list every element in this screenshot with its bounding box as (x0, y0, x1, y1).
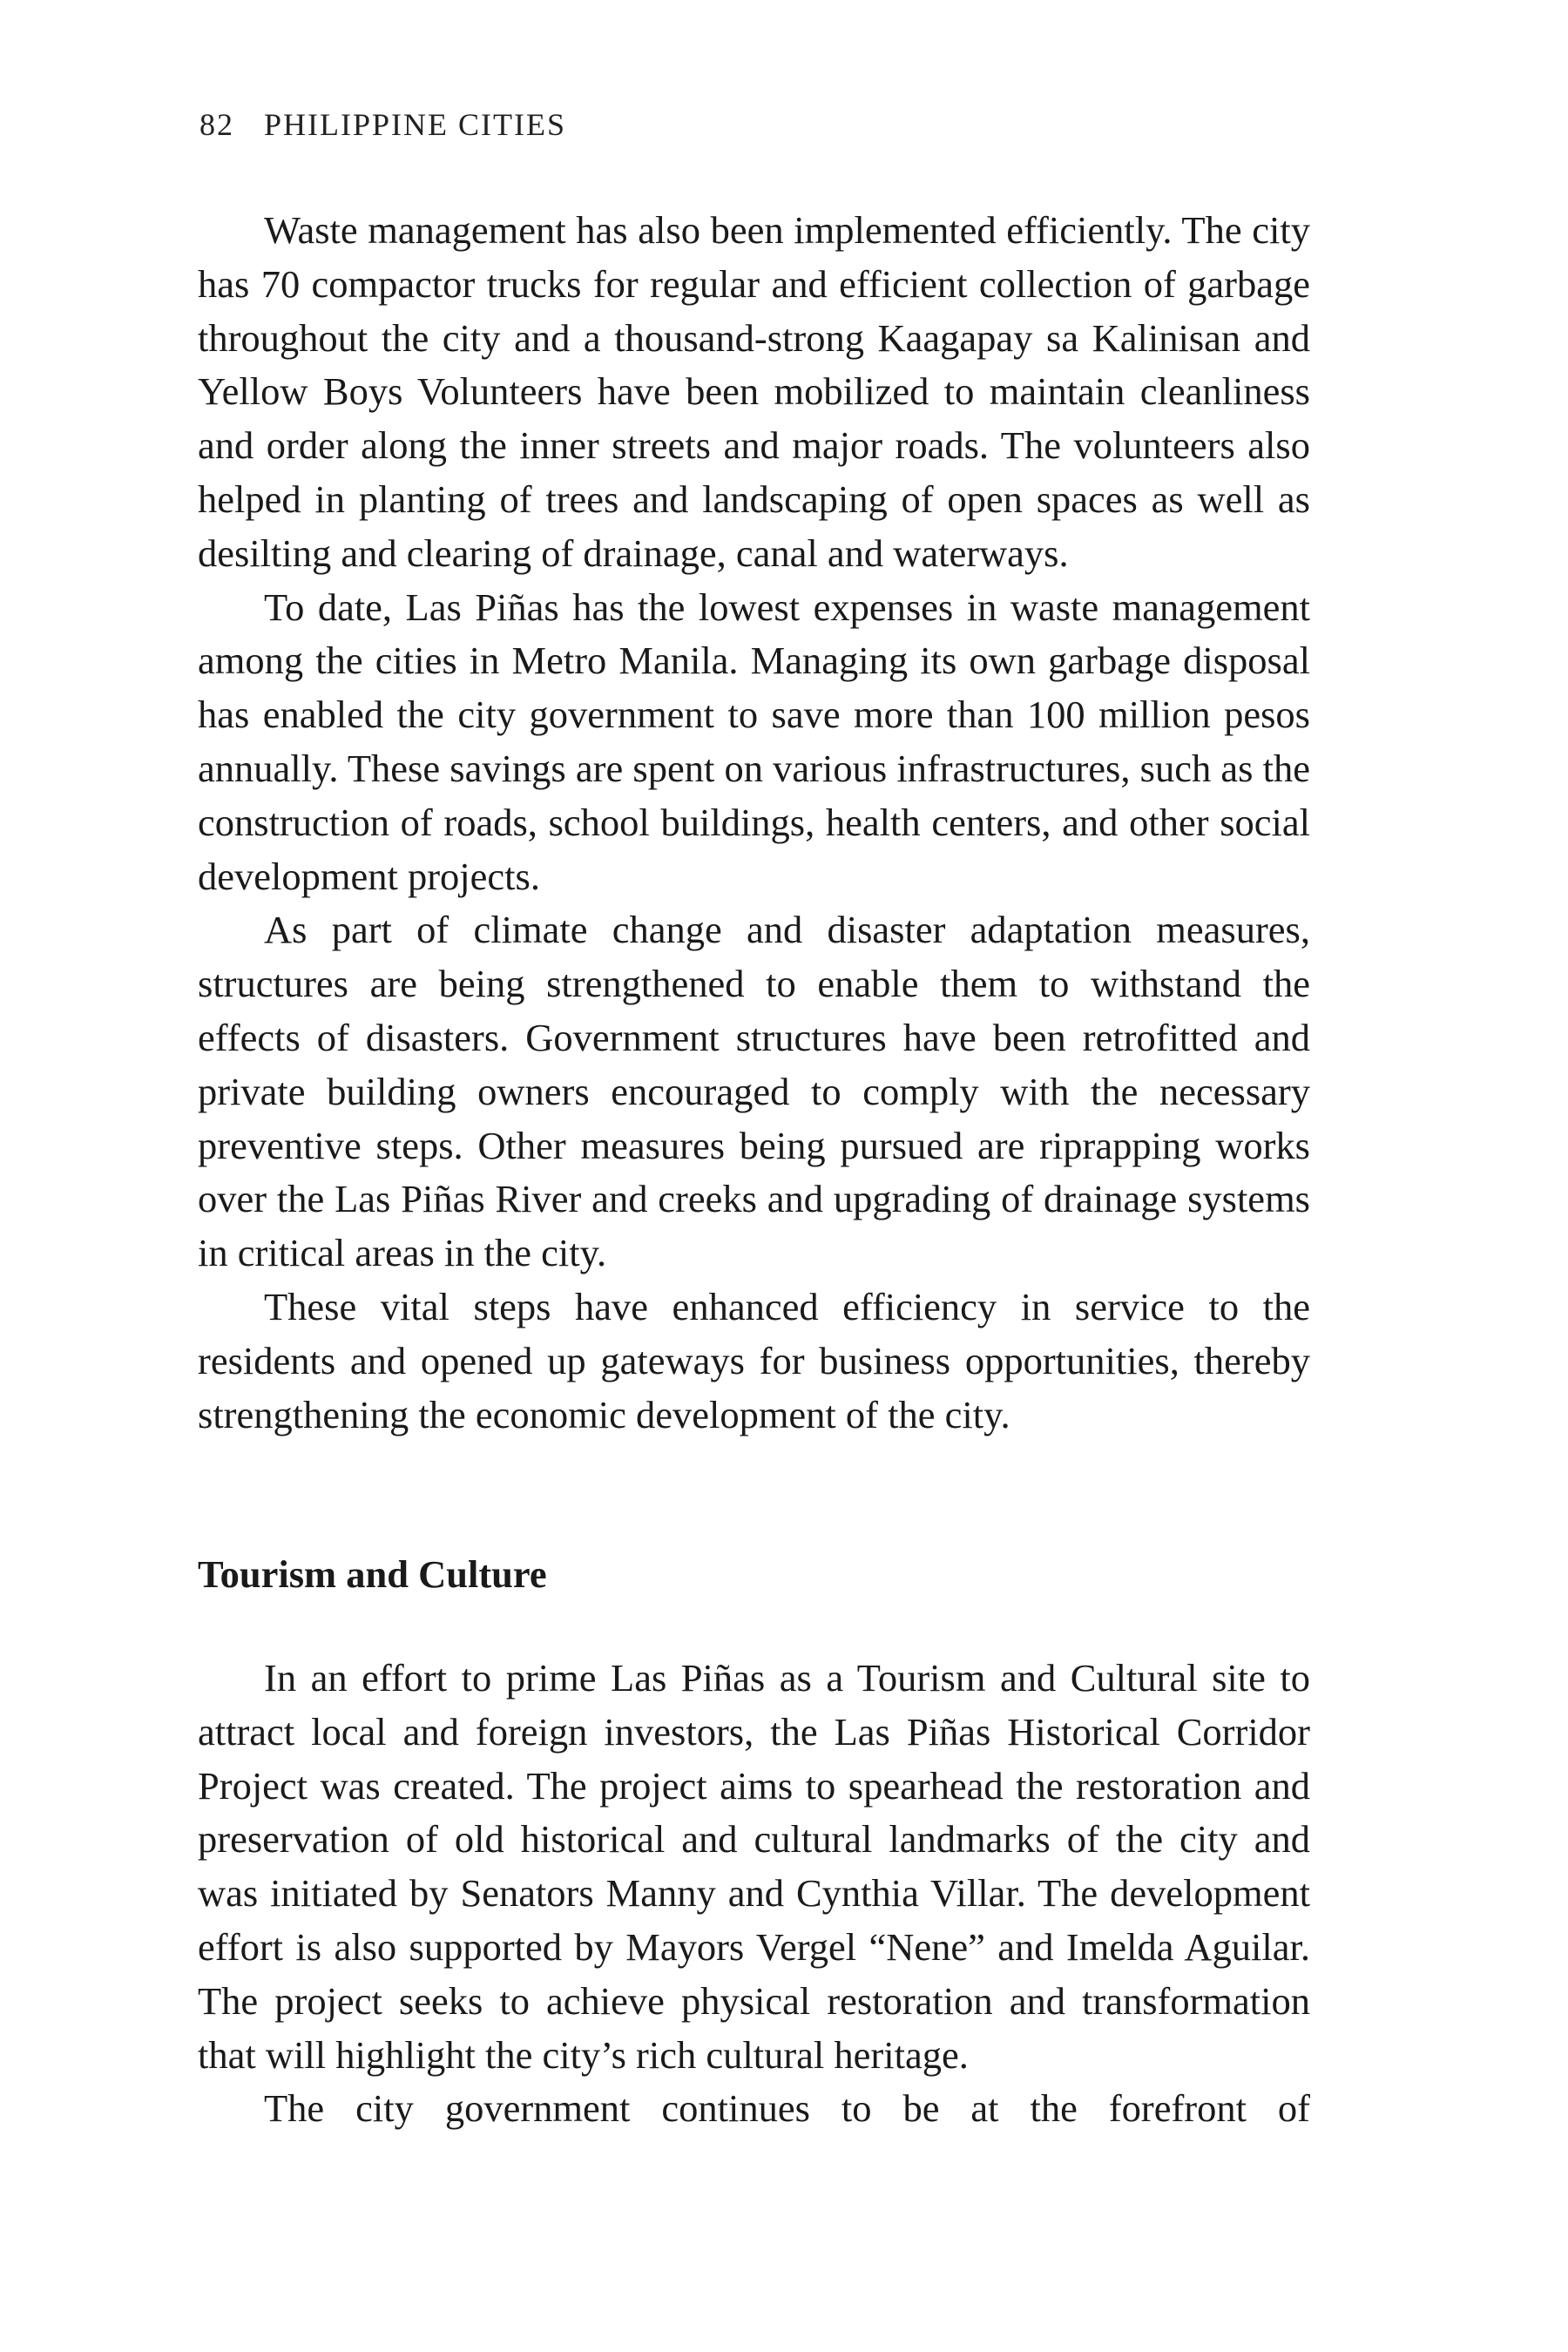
paragraph-city-government: The city government continues to be at the forefront of (264, 2086, 1310, 2131)
running-title: PHILIPPINE CITIES (264, 107, 566, 142)
paragraph-waste-expenses: To date, Las Piñas has the lowest expenses in waste management among the cities in Metro Manila. Managing its own garbage disposal has enabled the city government to save more than 100 million pesos annually. These savings are spent on various infrastructures, such as the construction of roads, school buildings, health centers, and other social development projects. (198, 585, 1310, 898)
paragraph-historical-corridor: In an effort to prime Las Piñas as a Tourism and Cultural site to attract local and foreign investors, the Las Piñas Historical Corridor Project was created. The project aims to spearhead the restoration and preservation of old historical and cultural landmarks of the city and was initiated by Senators Manny and Cynthia Villar. The development effort is also supported by Mayors Vergel “Nene” and Imelda Aguilar. The project seeks to achieve physical restoration and transformation that will highlight the city’s rich cultural heritage. (198, 1656, 1310, 2077)
section-body-text (198, 1652, 1310, 2136)
body-text-block (198, 204, 1310, 1442)
paragraph-climate-adaptation: As part of climate change and disaster adaptation measures, structures are being strengthened to enable them to withstand the effects of disasters. Government structures have been retrofitted and private building owners encouraged to comply with the necessary preventive steps. Other measures being pursued are riprapping works over the Las Piñas River and creeks and upgrading of drainage systems in critical areas in the city. (198, 908, 1310, 1275)
running-header (199, 106, 566, 143)
page-number: 82 (199, 107, 234, 142)
section-heading: Tourism and Culture (198, 1552, 547, 1596)
paragraph-vital-steps: These vital steps have enhanced efficiency in service to the residents and opened up gateways for business opportunities, thereby strengthening the economic development of the city. (198, 1284, 1310, 1436)
paragraph-waste-management: Waste management has also been implemented efficiently. The city has 70 compactor trucks for regular and efficient collection of garbage throughout the city and a thousand-strong Kaagapay sa Kalinisan and Yellow Boys Volunteers have been mobilized to maintain cleanliness and order along the inner streets and major roads. The volunteers also helped in planting of trees and landscaping of open spaces as well as desilting and clearing of drainage, canal and waterways. (198, 208, 1310, 575)
